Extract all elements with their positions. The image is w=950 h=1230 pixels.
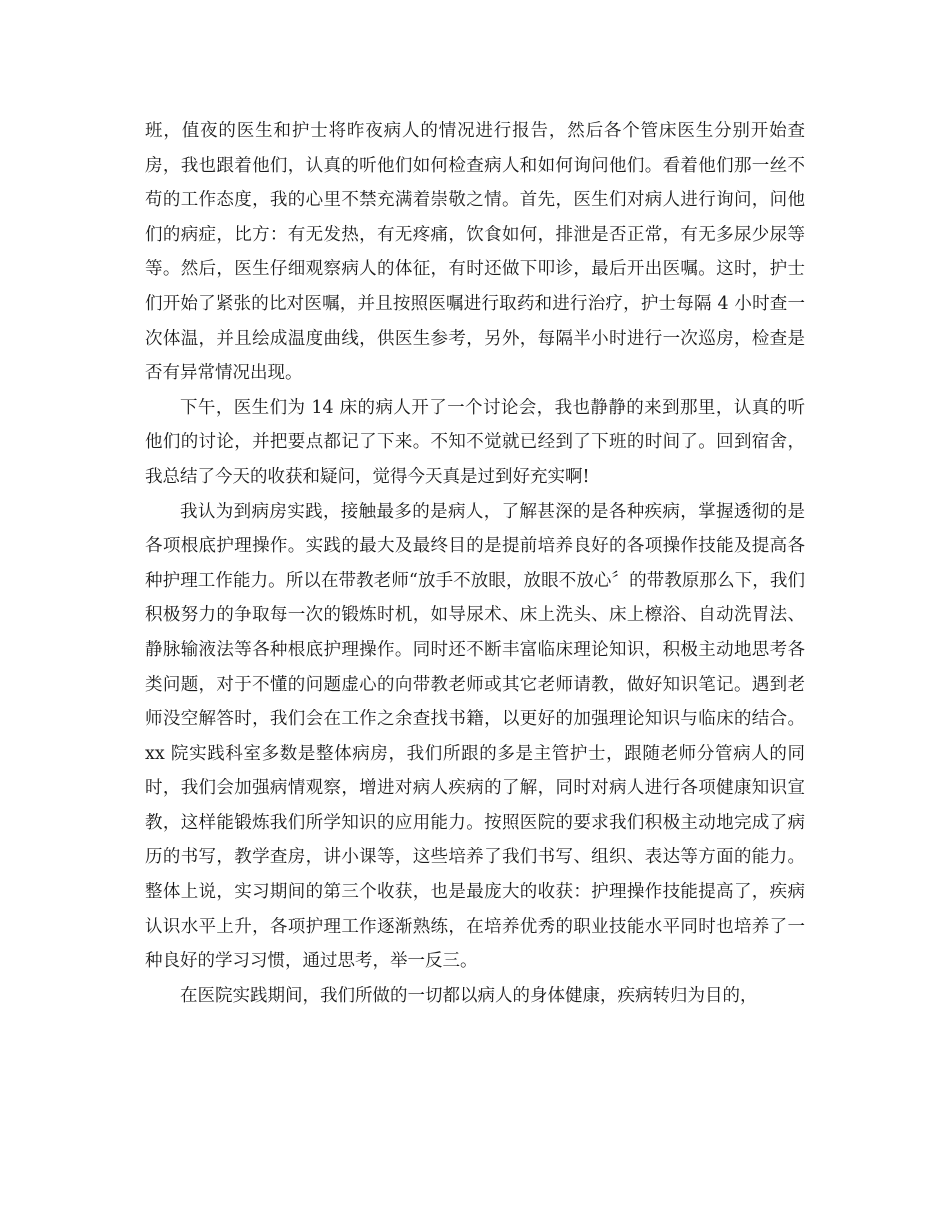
paragraph-ward-practice: 我认为到病房实践，接触最多的是病人，了解甚深的是各种疾病，掌握透彻的是各项根底护理操作。实践的最大及最终目的是提前培养良好的各项操作技能及提高各种护理工作能力。所以在带教老师“放手不放眼，放眼不放心〞的带教原那么下，我们积极努力的争取每一次的锻炼时机，如导尿术、床上洗头、床上檫浴、自动洗胃法、静脉输液法等各种根底护理操作。同时还不断丰富临床理论知识，积极主动地思考各类问题，对于不懂的问题虚心的向带教老师或其它老师请教，做好知识笔记。遇到老师没空解答时，我们会在工作之余查找书籍，以更好的加强理论知识与临床的结合。xx 院实践科室多数是整体病房，我们所跟的多是主管护士，跟随老师分管病人的同时，我们会加强病情观察，增进对病人疾病的了解，同时对病人进行各项健康知识宣教，这样能锻炼我们所学知识的应用能力。按照医院的要求我们积极主动地完成了病历的书写，教学查房，讲小课等，这些培养了我们书写、组织、表达等方面的能力。整体上说，实习期间的第三个收获，也是最庞大的收获：护理操作技能提高了，疾病认识水平上升，各项护理工作逐渐熟练，在培养优秀的职业技能水平同时也培养了一种良好的学习习惯，通过思考，举一反三。	[145, 501, 805, 972]
paragraph-afternoon-discussion: 下午，医生们为 14 床的病人开了一个讨论会，我也静静的来到那里，认真的听他们的讨论，并把要点都记了下来。不知不觉就已经到了下班的时间了。回到宿舍，我总结了今天的收获和疑问，觉得今天真是过到好充实啊!	[145, 397, 805, 487]
paragraph-continuation: 班，值夜的医生和护士将昨夜病人的情况进行报告，然后各个管床医生分别开始查房，我也跟着他们，认真的听他们如何检查病人和如何询问他们。看着他们那一丝不苟的工作态度，我的心里不禁充满着崇敬之情。首先，医生们对病人进行询问，问他们的病症，比方：有无发热，有无疼痛，饮食如何，排泄是否正常，有无多尿少尿等等。然后，医生仔细观察病人的体征，有时还做下叩诊，最后开出医嘱。这时，护士们开始了紧张的比对医嘱，并且按照医嘱进行取药和进行治疗，护士每隔 4 小时查一次体温，并且绘成温度曲线，供医生参考，另外，每隔半小时进行一次巡房，检查是否有异常情况出现。	[145, 121, 805, 384]
paragraph-hospital-practice: 在医院实践期间，我们所做的一切都以病人的身体健康，疾病转归为目的，	[180, 985, 758, 1006]
document-body	[145, 114, 805, 1013]
